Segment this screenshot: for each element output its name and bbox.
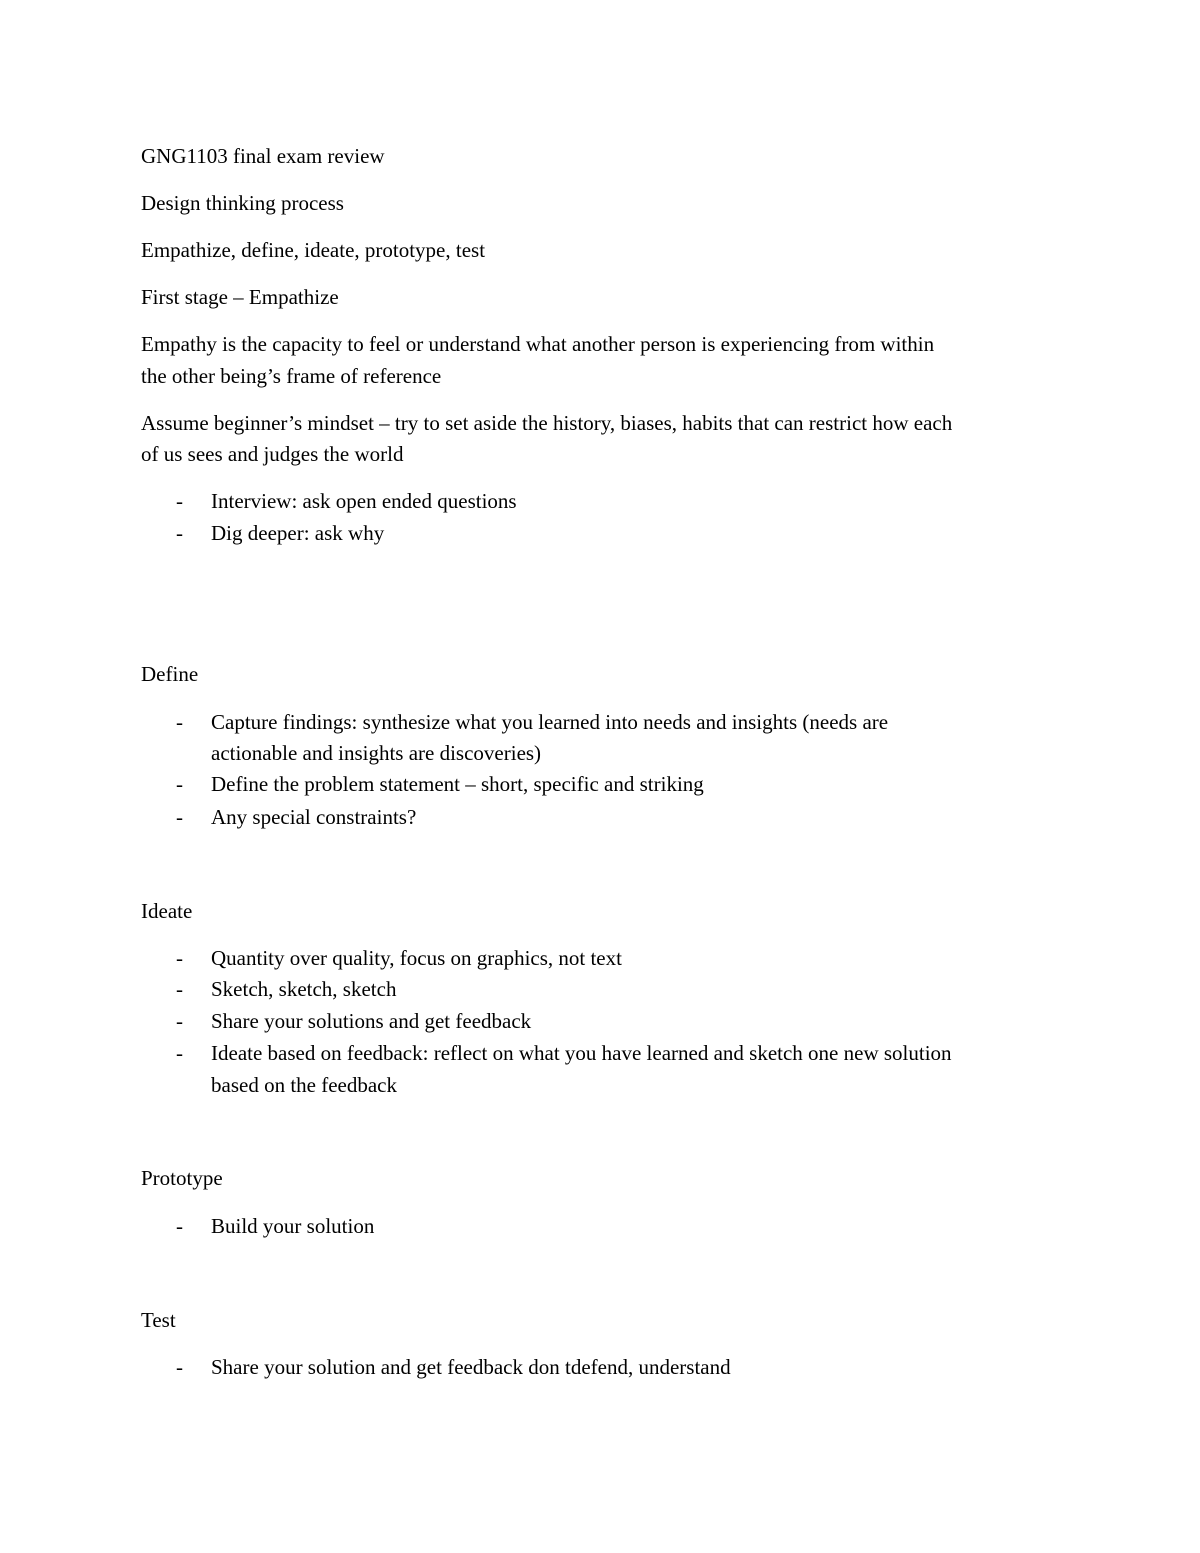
bullet-dash: - (176, 521, 183, 545)
doc-subtitle: Design thinking process (141, 191, 344, 215)
empathy-text-line-1: Empathy is the capacity to feel or understand what another person is experiencing from within (141, 332, 935, 356)
doc-title: GNG1103 final exam review (141, 144, 385, 168)
define-item-2: Define the problem statement – short, specific and striking (211, 772, 704, 796)
bullet-dash: - (176, 1214, 183, 1238)
define-heading: Define (141, 662, 199, 686)
first-stage-heading: First stage – Empathize (141, 285, 339, 309)
bullet-dash: - (176, 805, 183, 829)
ideate-item-4-line-2: based on the feedback (211, 1073, 397, 1097)
prototype-item-1: Build your solution (211, 1214, 375, 1238)
stages-line: Empathize, define, ideate, prototype, test (141, 238, 486, 262)
list-item-interview: Interview: ask open ended questions (211, 489, 517, 513)
ideate-item-1: Quantity over quality, focus on graphics, not text (211, 946, 622, 970)
bullet-dash: - (176, 772, 183, 796)
empathy-text-line-2: the other being’s frame of reference (141, 364, 442, 388)
bullet-dash: - (176, 1355, 183, 1379)
list-item-dig-deeper: Dig deeper: ask why (211, 521, 385, 545)
define-item-3: Any special constraints? (211, 805, 417, 829)
bullet-dash: - (176, 946, 183, 970)
mindset-text-line-2: of us sees and judges the world (141, 442, 404, 466)
bullet-dash: - (176, 1009, 183, 1033)
bullet-dash: - (176, 977, 183, 1001)
ideate-item-3: Share your solutions and get feedback (211, 1009, 532, 1033)
ideate-item-4-line-1: Ideate based on feedback: reflect on what you have learned and sketch one new solution (211, 1041, 952, 1065)
mindset-text-line-1: Assume beginner’s mindset – try to set aside the history, biases, habits that can restrict how each (141, 411, 953, 435)
bullet-dash: - (176, 710, 183, 734)
define-item-1-line-2: actionable and insights are discoveries) (211, 741, 542, 765)
define-item-1-line-1: Capture findings: synthesize what you learned into needs and insights (needs are (211, 710, 889, 734)
test-heading: Test (141, 1308, 176, 1332)
bullet-dash: - (176, 1041, 183, 1065)
ideate-item-2: Sketch, sketch, sketch (211, 977, 397, 1001)
ideate-heading: Ideate (141, 899, 193, 923)
prototype-heading: Prototype (141, 1166, 223, 1190)
bullet-dash: - (176, 489, 183, 513)
test-item-1: Share your solution and get feedback don tdefend, understand (211, 1355, 731, 1379)
